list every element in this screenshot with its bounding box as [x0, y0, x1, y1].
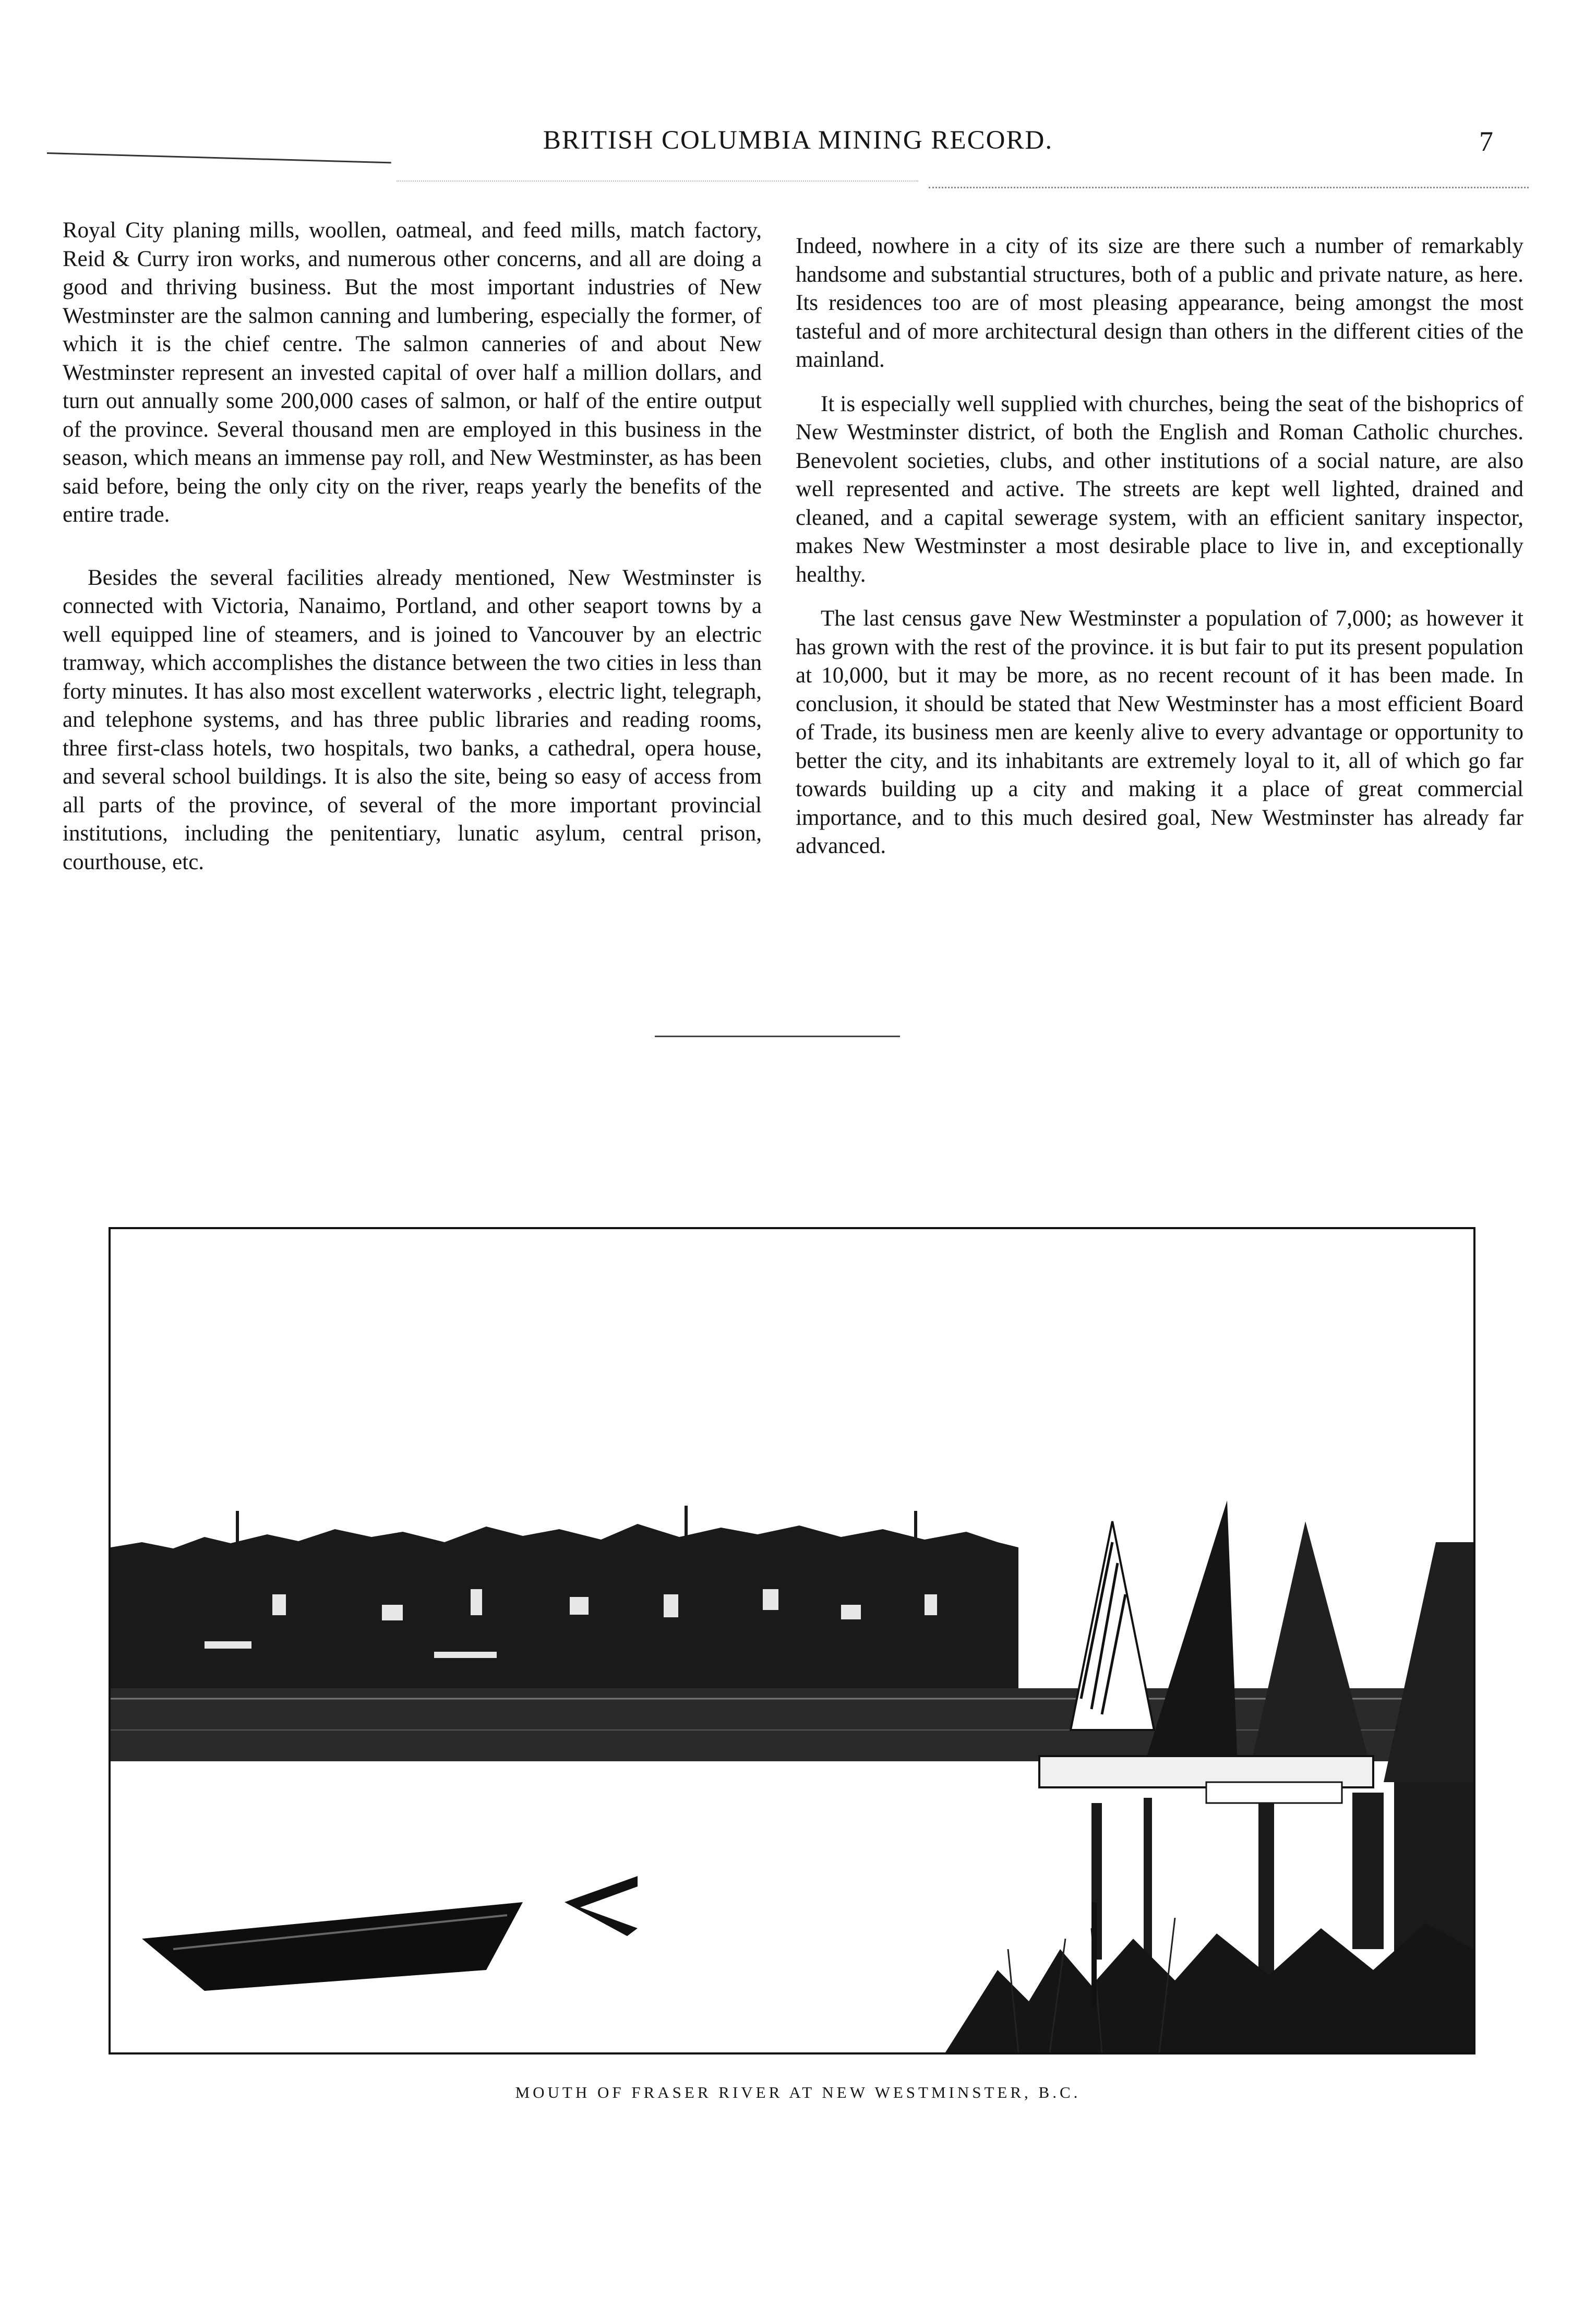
- right-paragraph-3: The last census gave New Westminster a population of 7,000; as however it has grown with the rest of the province. it is but fair to put its present population at 10,000, but it may be more, as no recent recount of it has been made. In conclusion, it should be stated that New Westminster has a most efficient Board of Trade, its business men are keenly alive to every advantage or opportunity to better the city, and its inhabitants are extremely loyal to it, all of which go far towards building up a city and making it a place of great commercial importance, and to this much desired goal, New Westminster has already far advanced.: [796, 606, 1523, 858]
- header-rule-middle: [397, 181, 918, 182]
- left-text-column: [63, 217, 762, 911]
- left-paragraph-1: Royal City planing mills, woollen, oatmeal, and feed mills, match factory, Reid & Curry iron works, and numerous other concerns, and all are doing a good and thriving business. But the most important industries of New Westminster are the salmon canning and lumbering, especially the former, of which it is the chief centre. The salmon canneries of and about New Westminster represent an invested capital of over half a million dollars, and turn out annually some 200,000 cases of salmon, or half of the entire output of the province. Several thousand men are employed in this business in the season, which means an immense pay roll, and New Westminster, as has been said before, being the only city on the river, reaps yearly the benefits of the entire trade.: [63, 218, 762, 527]
- river-photograph: [109, 1227, 1475, 2054]
- section-separator-rule: [655, 1036, 900, 1037]
- right-paragraph-2: It is especially well supplied with churches, being the seat of the bishoprics of New Westminster district, of both the English and Roman Catholic churches. Benevolent societies, clubs, and other institutions of a social nature, are also well represented and active. The streets are kept well lighted, drained and cleaned, and a capital sewerage system, with an efficient sanitary inspector, makes New Westminster a most desirable place to live in, and exceptionally healthy.: [796, 391, 1523, 587]
- page-number: 7: [1479, 126, 1493, 157]
- figure-caption: MOUTH OF FRASER RIVER AT NEW WESTMINSTER, B.C.: [515, 2083, 1081, 2101]
- header-rule-right: [929, 187, 1529, 188]
- photograph-illustration: [111, 1229, 1473, 2052]
- left-paragraph-2: Besides the several facilities already mentioned, New Westminster is connected with Victoria, Nanaimo, Portland, and other seaport towns by a well equipped line of steamers, and is joined to Vancouver by an electric tramway, which accomplishes the distance between the two cities in less than forty minutes. It has also most excellent waterworks , electric light, telegraph, and telephone systems, and has three public libraries and reading rooms, three first-class hotels, two hospitals, two banks, a cathedral, opera house, and several school buildings. It is also the site, being so easy of access from all parts of the province, of several of the more important provincial institutions, including the penitentiary, lunatic asylum, central prison, courthouse, etc.: [63, 565, 762, 874]
- right-text-column: [796, 232, 1523, 876]
- right-paragraph-1: Indeed, nowhere in a city of its size are there such a number of remarkably handsome and substantial structures, both of a public and private nature, as here. Its residences too are of most pleasing appearance, being amongst the most tasteful and of more architectural design than others in the different cities of the mainland.: [796, 234, 1523, 372]
- page-header: [0, 125, 1596, 183]
- running-head: BRITISH COLUMBIA MINING RECORD.: [543, 126, 1053, 155]
